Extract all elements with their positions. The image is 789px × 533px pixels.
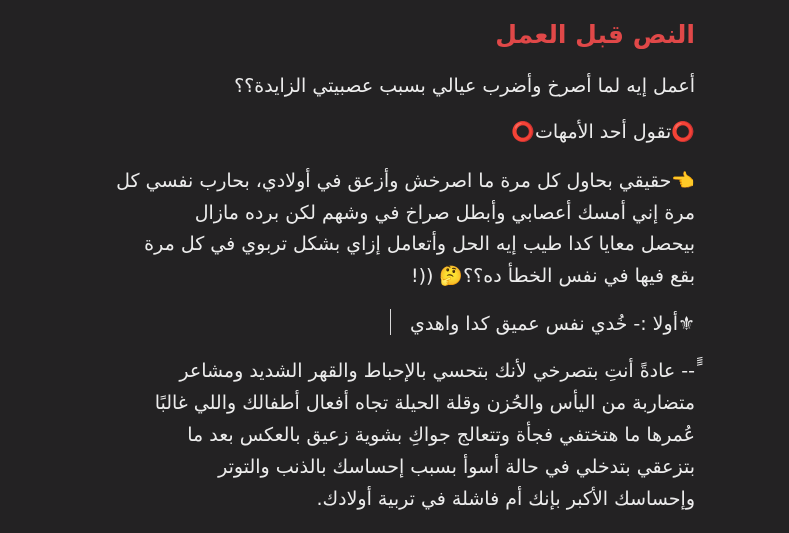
text-line-8: ًً-- عادةً أنتِ بتصرخي لأنك بتحسي بالإحباط والقهر الشديد ومشاعر <box>179 360 695 382</box>
text-line-7: ⚜أولا :- خُدي نفس عميق كدا واهدي <box>409 313 695 335</box>
text-line-4: مرة إني أمسك أعصابي وأبطل صراخ في وشهم لكن برده مازال <box>194 202 695 224</box>
text-line-9: متضاربة من اليأس والحُزن وقلة الحيلة تجاه أفعال أطفالك واللي غالبًا <box>154 392 695 414</box>
text-line-10: عُمرها ما هتختفي فجأة وتتعالج جواكِ بشوية زعيق بالعكس بعد ما <box>187 424 695 446</box>
text-line-5: بيحصل معايا كدا طيب إيه الحل وأتعامل إزاي بشكل تربوي في كل مرة <box>144 233 695 255</box>
text-line-11: بتزعقي بتدخلي في حالة أسوأ بسبب إحساسك بالذنب والتوتر <box>218 456 695 478</box>
text-line-3: 👈حقيقي بحاول كل مرة ما اصرخش وأزعق في أولادي، بحارب نفسي كل <box>116 170 695 192</box>
text-line-12: وإحساسك الأكبر بإنك أم فاشلة في تربية أولادك. <box>316 488 695 510</box>
text-cursor <box>390 309 391 335</box>
document-title: النص قبل العمل <box>495 20 695 49</box>
text-line-2: ⭕تقول أحد الأمهات⭕ <box>511 121 695 143</box>
text-line-6: بقع فيها في نفس الخطأ ده؟؟🤔 ((! <box>410 265 695 287</box>
text-line-1: أعمل إيه لما أصرخ وأضرب عيالي بسبب عصبيتي الزايدة؟؟ <box>234 75 695 97</box>
